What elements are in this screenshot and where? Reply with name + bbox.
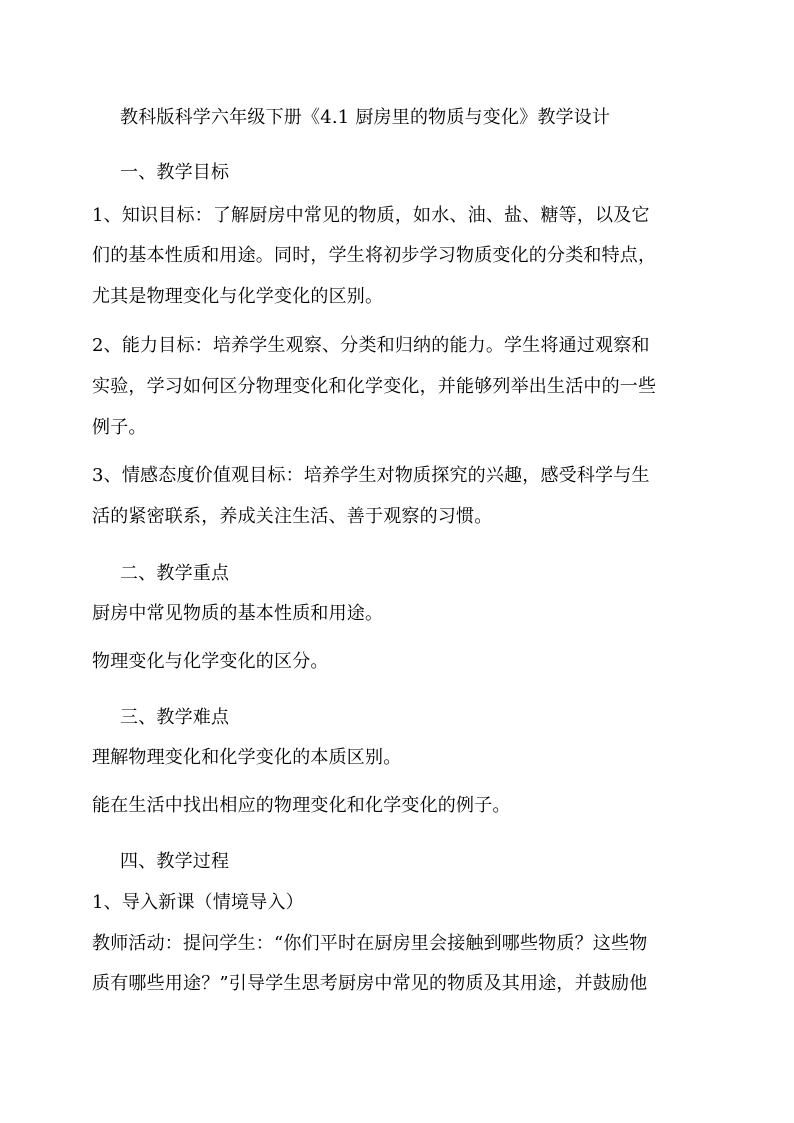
paragraph-line: 实验，学习如何区分物理变化和化学变化，并能够列举出生活中的一些 <box>92 376 657 397</box>
paragraph-line: 尤其是物理变化与化学变化的区别。 <box>92 286 384 307</box>
paragraph-line: 厨房中常见物质的基本性质和用途。 <box>92 603 384 624</box>
paragraph-line: 们的基本性质和用途。同时，学生将初步学习物质变化的分类和特点， <box>92 245 657 266</box>
paragraph-line: 能在生活中找出相应的物理变化和化学变化的例子。 <box>92 795 511 816</box>
paragraph-line: 例子。 <box>92 417 147 438</box>
paragraph-line: 物理变化与化学变化的区分。 <box>92 651 329 672</box>
paragraph-line: 理解物理变化和化学变化的本质区别。 <box>92 747 402 768</box>
paragraph-line: 3、情感态度价值观目标：培养学生对物质探究的兴趣，感受科学与生 <box>92 465 650 486</box>
section-heading-key-points: 二、教学重点 <box>120 563 230 584</box>
paragraph-line: 质有哪些用途？”引导学生思考厨房中常见的物质及其用途，并鼓励他 <box>92 973 648 994</box>
section-heading-objectives: 一、教学目标 <box>120 162 230 183</box>
section-heading-process: 四、教学过程 <box>120 851 230 872</box>
document-title: 教科版科学六年级下册《4.1 厨房里的物质与变化》教学设计 <box>120 107 611 128</box>
paragraph-line: 教师活动：提问学生：“你们平时在厨房里会接触到哪些物质？这些物 <box>92 933 648 954</box>
paragraph-line: 活的紧密联系，养成关注生活、善于观察的习惯。 <box>92 506 493 527</box>
subsection-heading: 1、导入新课（情境导入） <box>92 892 304 913</box>
paragraph-line: 1、知识目标：了解厨房中常见的物质，如水、油、盐、糖等，以及它 <box>92 205 650 226</box>
paragraph-line: 2、能力目标：培养学生观察、分类和归纳的能力。学生将通过观察和 <box>92 335 650 356</box>
section-heading-difficulties: 三、教学难点 <box>120 707 230 728</box>
